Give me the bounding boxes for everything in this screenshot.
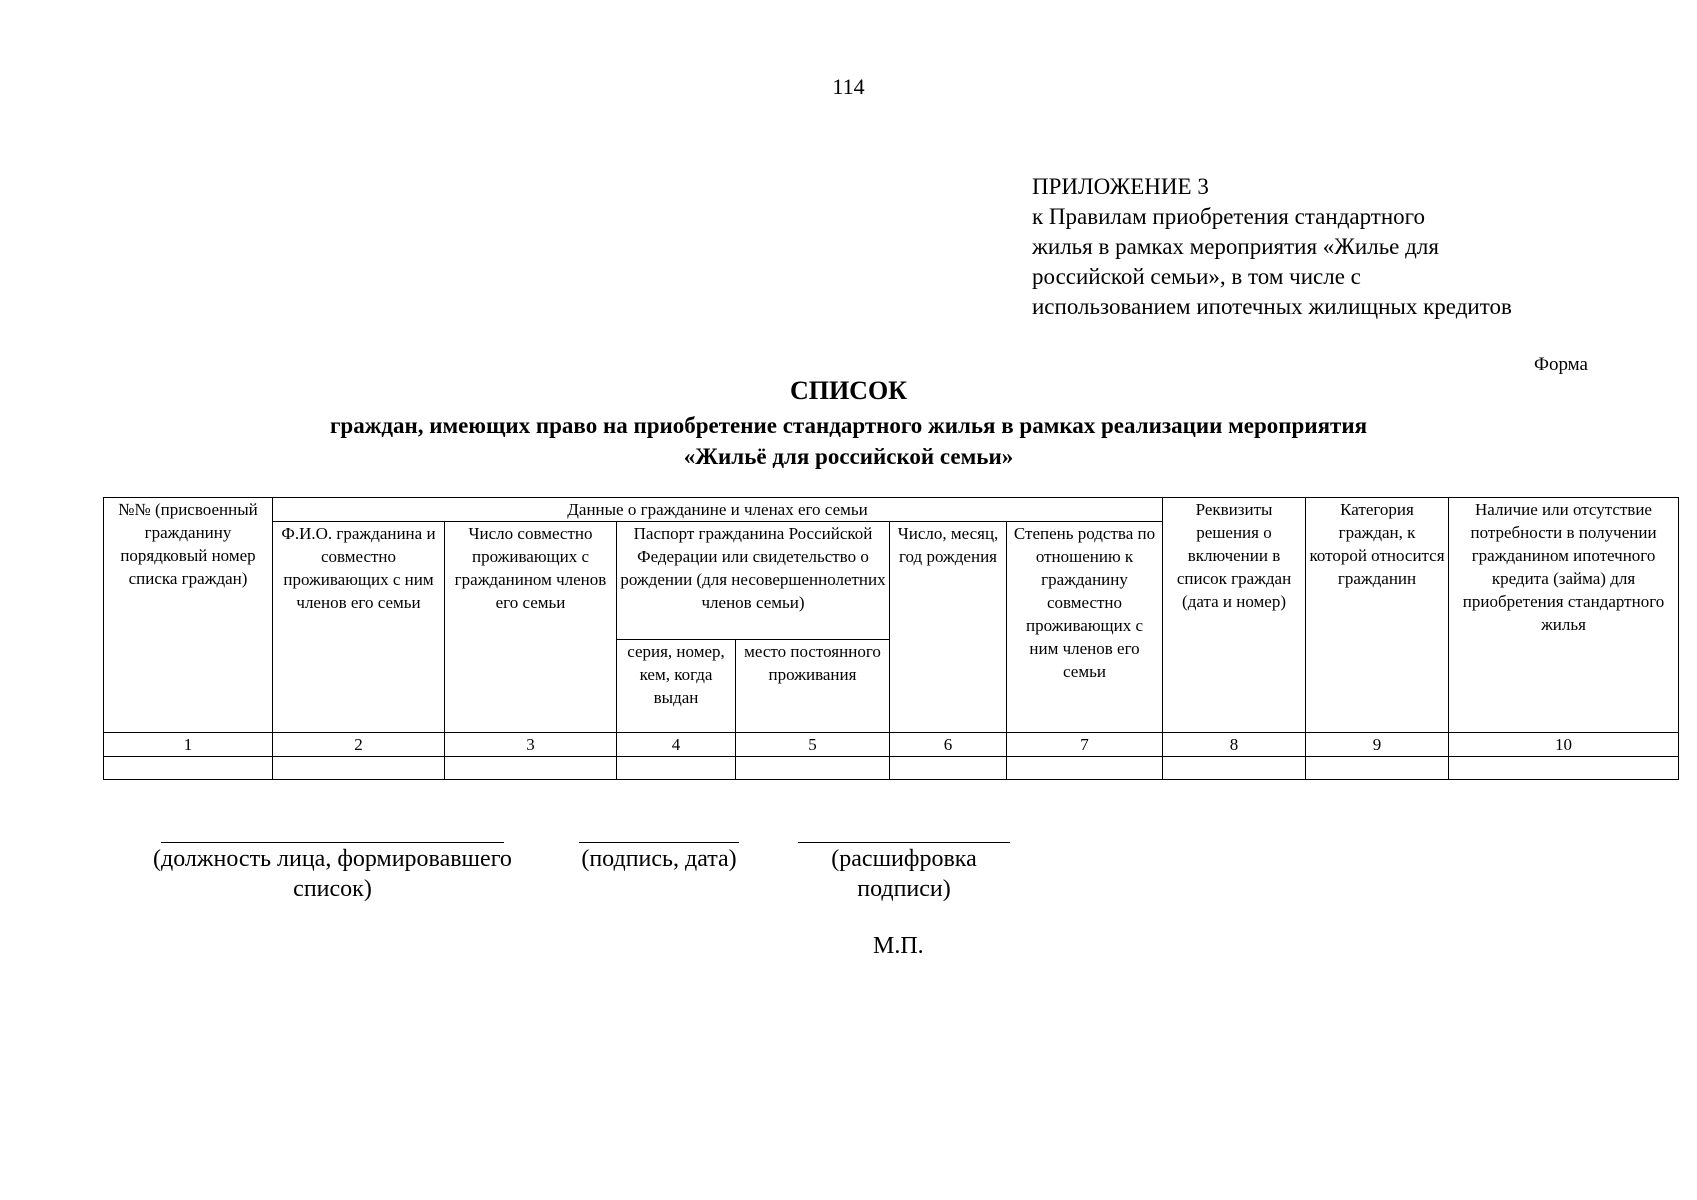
document-title: СПИСОК — [789, 376, 908, 405]
column-number: 7 — [1007, 733, 1163, 757]
header-group-passport: Паспорт гражданина Российской Федерации или свидетельство о рождении (для несовершеннолетних членов семьи) — [617, 522, 890, 640]
position-signature-line — [161, 842, 504, 843]
header-col-birthdate: Число, месяц, год рождения — [890, 522, 1007, 733]
column-number: 10 — [1449, 733, 1679, 757]
empty-cell — [445, 757, 617, 780]
signature-line — [579, 842, 739, 843]
column-number: 1 — [104, 733, 273, 757]
empty-data-row — [104, 757, 1679, 780]
column-number: 6 — [890, 733, 1007, 757]
page-number: 114 — [832, 74, 865, 99]
header-col-passport-series: серия, номер, кем, когда выдан — [617, 640, 736, 733]
appendix-line: к Правилам приобретения стандартного — [1032, 204, 1426, 229]
appendix-line: российской семьи», в том числе с — [1032, 264, 1361, 289]
column-number: 2 — [273, 733, 445, 757]
column-number: 8 — [1163, 733, 1306, 757]
header-group-citizen-data: Данные о гражданине и членах его семьи — [273, 498, 1163, 522]
header-col-residence: место постоянного проживания — [736, 640, 890, 733]
empty-cell — [617, 757, 736, 780]
header-col-fio: Ф.И.О. гражданина и совместно проживающих с ним членов его семьи — [273, 522, 445, 733]
column-number: 4 — [617, 733, 736, 757]
position-caption: (должность лица, формировавшего список) — [153, 846, 512, 902]
column-number: 9 — [1306, 733, 1449, 757]
column-number: 5 — [736, 733, 890, 757]
header-col-decision: Реквизиты решения о включении в список граждан (дата и номер) — [1163, 498, 1306, 733]
header-col-number: №№ (присвоенный гражданину порядковый номер списка граждан) — [104, 498, 273, 733]
empty-cell — [890, 757, 1007, 780]
column-number-row — [104, 733, 1679, 757]
header-col-kinship: Степень родства по отношению к гражданину совместно проживающих с ним членов его семьи — [1007, 522, 1163, 733]
subtitle-line: «Жильё для российской семьи» — [683, 444, 1014, 469]
column-number: 3 — [445, 733, 617, 757]
empty-cell — [1163, 757, 1306, 780]
header-col-category: Категория граждан, к которой относится гражданин — [1306, 498, 1449, 733]
form-label: Форма — [1533, 354, 1588, 375]
empty-cell — [1306, 757, 1449, 780]
header-col-mortgage-need: Наличие или отсутствие потребности в получении гражданином ипотечного кредита (займа) для приобретения стандартного жилья — [1449, 498, 1679, 733]
empty-cell — [1007, 757, 1163, 780]
subtitle-line: граждан, имеющих право на приобретение стандартного жилья в рамках реализации мероприятия — [329, 413, 1368, 438]
empty-cell — [1449, 757, 1679, 780]
appendix-block — [1032, 172, 1512, 322]
document-subtitle — [150, 410, 1547, 472]
signature-caption: (подпись, дата) — [581, 846, 737, 872]
stamp-place: М.П. — [873, 933, 924, 959]
header-col-members-count: Число совместно проживающих с гражданином членов его семьи — [445, 522, 617, 733]
citizens-list-table — [103, 497, 1679, 780]
appendix-line: использованием ипотечных жилищных кредитов — [1032, 294, 1512, 319]
empty-cell — [736, 757, 890, 780]
empty-cell — [273, 757, 445, 780]
transcript-caption: (расшифровка подписи) — [831, 846, 977, 902]
appendix-line: жилья в рамках мероприятия «Жилье для — [1032, 234, 1439, 259]
transcript-signature-line — [798, 842, 1010, 843]
empty-cell — [104, 757, 273, 780]
appendix-heading: ПРИЛОЖЕНИЕ 3 — [1032, 174, 1209, 199]
